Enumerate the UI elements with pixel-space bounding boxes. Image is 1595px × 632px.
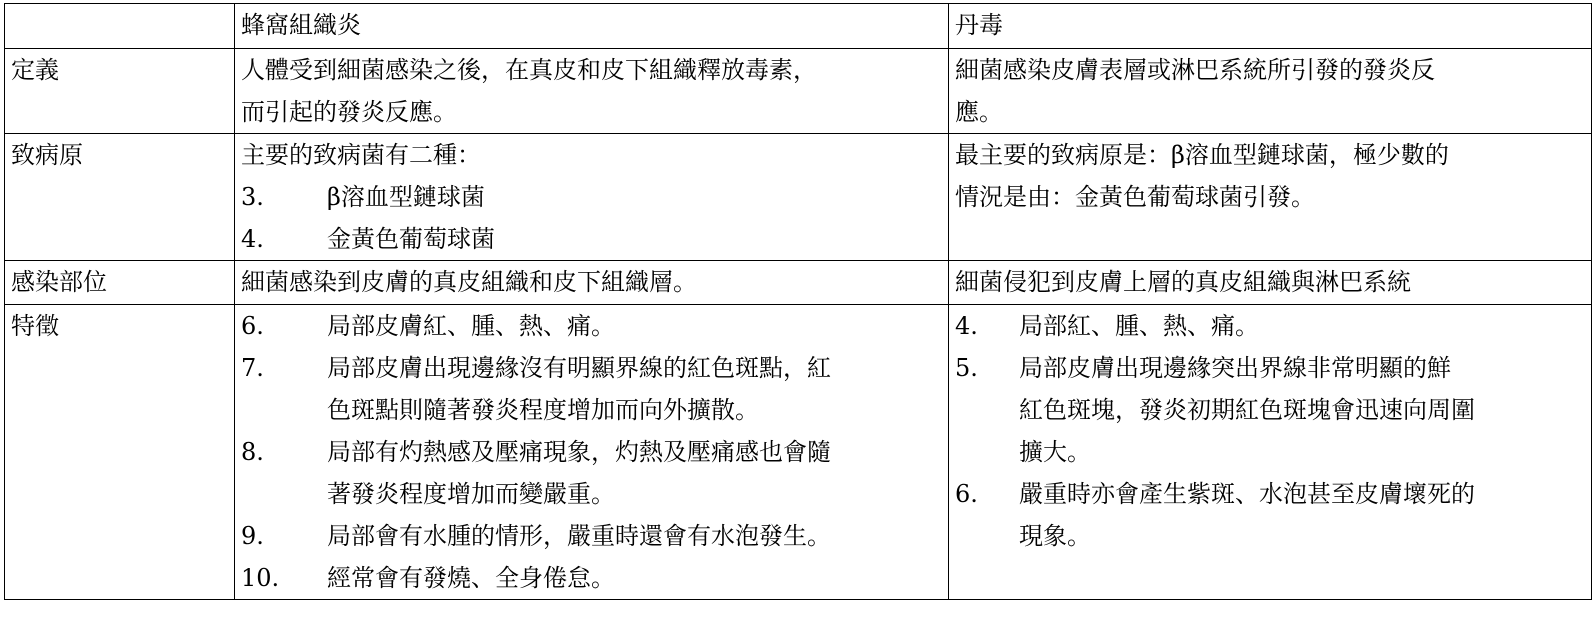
list-number: 3.	[241, 183, 264, 211]
list-text: 金黃色葡萄球菌	[327, 225, 495, 253]
text-line: 最主要的致病原是：β溶血型鏈球菌，極少數的	[955, 141, 1449, 169]
list-number: 4.	[955, 312, 978, 340]
list-number: 4.	[241, 225, 264, 253]
list-text	[327, 347, 944, 431]
text-line: 局部紅、腫、熱、痛。	[1019, 312, 1259, 340]
text-line: 經常會有發燒、全身倦怠。	[327, 564, 615, 592]
list-number: 7.	[241, 354, 264, 382]
text-line: 著發炎程度增加而變嚴重。	[327, 480, 615, 508]
text-line: 而引起的發炎反應。	[241, 98, 457, 126]
text-line: 嚴重時亦會產生紫斑、水泡甚至皮膚壞死的	[1019, 480, 1475, 508]
text-line: 局部有灼熱感及壓痛現象，灼熱及壓痛感也會隨	[327, 438, 831, 466]
erysipelas-site-cell: 細菌侵犯到皮膚上層的真皮組織與淋巴系統	[949, 261, 1592, 305]
row-label-site: 感染部位	[5, 261, 235, 305]
features-row	[5, 305, 1592, 600]
infection-site-row	[5, 261, 1592, 305]
cellulitis-site-cell: 細菌感染到皮膚的真皮組織和皮下組織層。	[235, 261, 949, 305]
list-item	[241, 305, 944, 347]
list-item	[241, 515, 944, 557]
list-item	[241, 431, 944, 515]
list-text	[327, 305, 944, 347]
list-number: 6.	[241, 312, 264, 340]
erysipelas-pathogen-cell	[949, 134, 1592, 261]
list-item	[241, 176, 944, 218]
header-row	[5, 4, 1592, 49]
list-number: 5.	[955, 354, 978, 382]
list-text	[327, 557, 944, 599]
list-number: 8.	[241, 438, 264, 466]
comparison-table	[4, 3, 1592, 600]
text-line: 主要的致病菌有二種：	[241, 141, 481, 169]
header-corner-cell	[5, 4, 235, 49]
list-text	[1019, 347, 1587, 473]
erysipelas-features-cell	[949, 305, 1592, 600]
row-label-definition: 定義	[5, 49, 235, 134]
list-item	[241, 347, 944, 431]
text-line: 局部皮膚出現邊緣沒有明顯界線的紅色斑點，紅	[327, 354, 831, 382]
list-number: 6.	[955, 480, 978, 508]
text-line: 擴大。	[1019, 438, 1091, 466]
text-line: 情況是由：金黃色葡萄球菌引發。	[955, 183, 1315, 211]
list-text: β溶血型鏈球菌	[327, 183, 485, 211]
list-item	[955, 347, 1587, 473]
list-item	[955, 473, 1587, 557]
pathogen-row	[5, 134, 1592, 261]
list-text	[327, 515, 944, 557]
text-line: 局部皮膚紅、腫、熱、痛。	[327, 312, 615, 340]
text-line: 人體受到細菌感染之後，在真皮和皮下組織釋放毒素，	[241, 56, 817, 84]
text-line: 局部皮膚出現邊緣突出界線非常明顯的鮮	[1019, 354, 1451, 382]
text-line: 應。	[955, 98, 1003, 126]
list-text	[1019, 473, 1587, 557]
text-line: 細菌感染皮膚表層或淋巴系統所引發的發炎反	[955, 56, 1435, 84]
text-line: 紅色斑塊，發炎初期紅色斑塊會迅速向周圍	[1019, 396, 1475, 424]
cellulitis-features-cell	[235, 305, 949, 600]
header-cellulitis: 蜂窩組織炎	[235, 4, 949, 49]
list-item	[955, 305, 1587, 347]
text-line: 現象。	[1019, 522, 1091, 550]
list-item	[241, 218, 944, 260]
definition-row	[5, 49, 1592, 134]
list-text	[1019, 305, 1587, 347]
row-label-features: 特徵	[5, 305, 235, 600]
list-number: 9.	[241, 522, 264, 550]
list-item	[241, 557, 944, 599]
row-label-pathogen: 致病原	[5, 134, 235, 261]
list-number: 10.	[241, 564, 280, 592]
cellulitis-pathogen-cell	[235, 134, 949, 261]
erysipelas-definition-cell	[949, 49, 1592, 134]
cellulitis-definition-cell	[235, 49, 949, 134]
text-line: 色斑點則隨著發炎程度增加而向外擴散。	[327, 396, 759, 424]
text-line: 局部會有水腫的情形，嚴重時還會有水泡發生。	[327, 522, 831, 550]
header-erysipelas: 丹毒	[949, 4, 1592, 49]
list-text	[327, 431, 944, 515]
